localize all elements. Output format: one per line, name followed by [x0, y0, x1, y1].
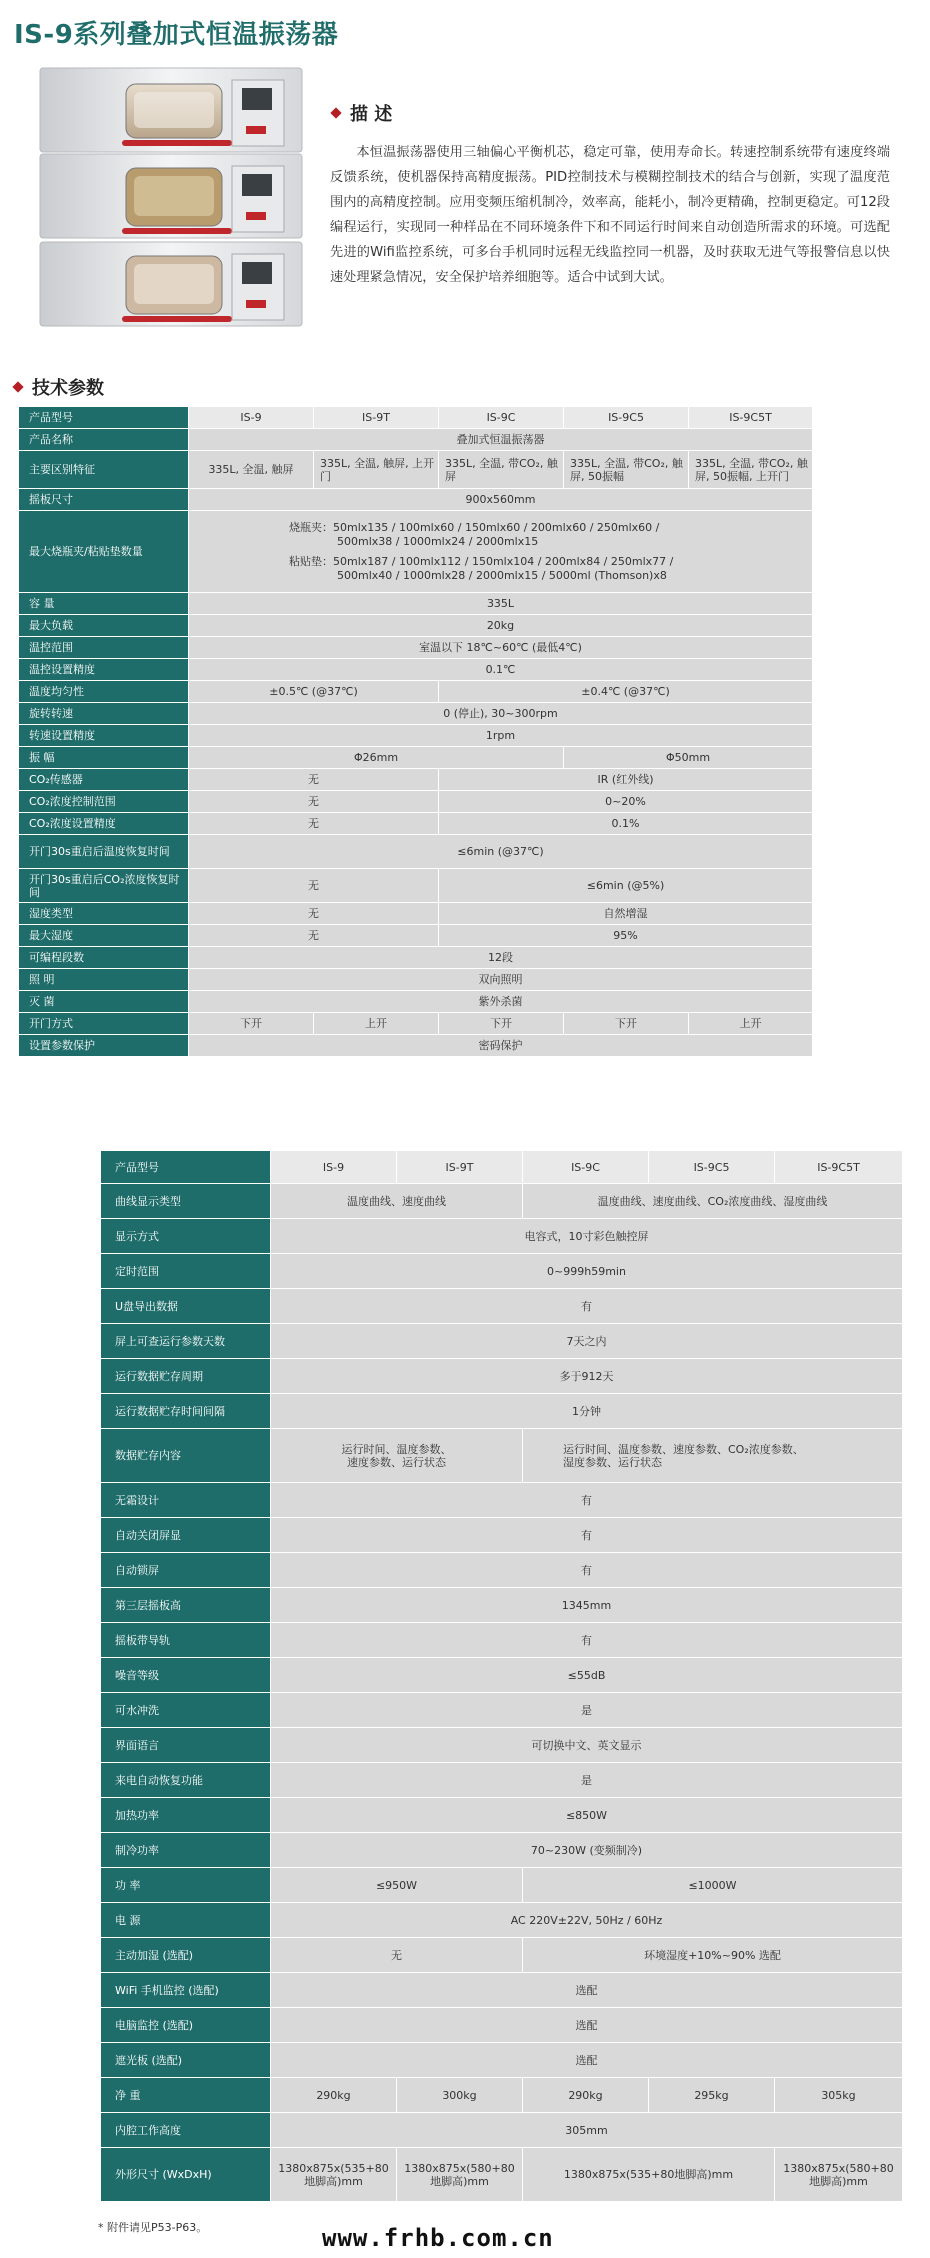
cell: 335L	[189, 593, 813, 615]
model-cell: IS-9	[189, 407, 314, 429]
cell: 可切换中文、英文显示	[271, 1728, 903, 1763]
cell: ≤850W	[271, 1798, 903, 1833]
cell: 1380x875x(580+80地脚高)mm	[775, 2148, 903, 2202]
table-row	[101, 1219, 903, 1254]
model-cell: IS-9T	[397, 1151, 523, 1184]
cell: 335L, 全温, 触屏	[189, 451, 314, 489]
flask-line: 500mlx40 / 1000mlx28 / 2000mlx15 / 5000ml (Thomson)x8	[337, 568, 667, 582]
cell: 选配	[271, 1973, 903, 2008]
row-label: CO₂传感器	[19, 769, 189, 791]
table-row	[101, 1483, 903, 1518]
cell: 是	[271, 1693, 903, 1728]
cell: 有	[271, 1483, 903, 1518]
table-row	[19, 813, 813, 835]
table-row	[19, 969, 813, 991]
table-row	[101, 1359, 903, 1394]
cell: ≤6min (@37℃)	[189, 835, 813, 869]
flask-line: 500mlx38 / 1000mlx24 / 2000mlx15	[337, 534, 539, 548]
cell: 1380x875x(535+80地脚高)mm	[271, 2148, 397, 2202]
table-row	[101, 1553, 903, 1588]
row-label: 设置参数保护	[19, 1035, 189, 1057]
cell: 70~230W (变频制冷)	[271, 1833, 903, 1868]
model-cell: IS-9C5	[564, 407, 689, 429]
cell: 0~20%	[439, 791, 813, 813]
row-label: 运行数据贮存周期	[101, 1359, 271, 1394]
cell: 紫外杀菌	[189, 991, 813, 1013]
cell: 0.1℃	[189, 659, 813, 681]
row-label: 外形尺寸 (WxDxH)	[101, 2148, 271, 2202]
row-label: 湿度类型	[19, 903, 189, 925]
table-row	[19, 429, 813, 451]
cell: 0.1%	[439, 813, 813, 835]
row-label: 最大烧瓶夹/粘贴垫数量	[19, 511, 189, 593]
model-cell: IS-9C5	[649, 1151, 775, 1184]
row-label: 摇板带导轨	[101, 1623, 271, 1658]
row-label: CO₂浓度控制范围	[19, 791, 189, 813]
cell: ≤55dB	[271, 1658, 903, 1693]
spec-table-1	[18, 406, 813, 1057]
cell: 300kg	[397, 2078, 523, 2113]
table-row	[19, 769, 813, 791]
table-row	[101, 2078, 903, 2113]
table-row	[19, 791, 813, 813]
model-cell: IS-9C	[523, 1151, 649, 1184]
table-row	[101, 1833, 903, 1868]
cell: 95%	[439, 925, 813, 947]
row-label: 曲线显示类型	[101, 1184, 271, 1219]
cell: 电容式，10寸彩色触控屏	[271, 1219, 903, 1254]
content-line: 运行时间、温度参数、速度参数、CO₂浓度参数、	[563, 1442, 804, 1456]
table-row	[19, 947, 813, 969]
cell: 是	[271, 1763, 903, 1798]
footnote: * 附件请见P53-P63。	[98, 2221, 208, 2234]
row-label: 数据贮存内容	[101, 1429, 271, 1483]
row-label: 开门方式	[19, 1013, 189, 1035]
cell: 有	[271, 1553, 903, 1588]
row-label: 来电自动恢复功能	[101, 1763, 271, 1798]
cell: 1380x875x(535+80地脚高)mm	[523, 2148, 775, 2202]
content-line: 湿度参数、运行状态	[563, 1455, 662, 1469]
cell: 335L, 全温, 带CO₂, 触屏, 50振幅, 上开门	[689, 451, 813, 489]
table-row	[101, 1518, 903, 1553]
table-row	[19, 925, 813, 947]
cell: 有	[271, 1518, 903, 1553]
cell: 295kg	[649, 2078, 775, 2113]
product-image	[36, 66, 312, 328]
cell	[189, 511, 813, 593]
specs-heading: 技术参数	[14, 374, 104, 400]
row-label: 温控范围	[19, 637, 189, 659]
row-label: 照 明	[19, 969, 189, 991]
diamond-icon	[12, 381, 23, 392]
row-label: 自动关闭屏显	[101, 1518, 271, 1553]
description-text: 本恒温振荡器使用三轴偏心平衡机芯，稳定可靠，使用寿命长。转速控制系统带有速度终端反馈系统，使机器保持高精度振荡。PID控制技术与模糊控制技术的结合与创新，实现了温度范围内的高精度控制。应用变频压缩机制冷，效率高，能耗小，制冷更精确，控制更稳定。可12段编程运行，实现同一种样品在不同环境条件下和不同运行时间来自动创造所需求的环境。可选配先进的Wifi监控系统，可多台手机同时远程无线监控同一机器，及时获取无进气等报警信息以快速处理紧急情况，安全保护培养细胞等。适合中试到大试。	[330, 145, 890, 285]
row-label: 转速设置精度	[19, 725, 189, 747]
cell: 无	[189, 925, 439, 947]
table-row	[19, 489, 813, 511]
cell: 20kg	[189, 615, 813, 637]
table-row	[19, 835, 813, 869]
table-row	[19, 725, 813, 747]
cell: 选配	[271, 2043, 903, 2078]
table-row	[101, 1151, 903, 1184]
table-row	[101, 1184, 903, 1219]
table-row	[19, 511, 813, 593]
row-label: 温度均匀性	[19, 681, 189, 703]
cell: 密码保护	[189, 1035, 813, 1057]
table-row	[19, 1013, 813, 1035]
row-label: 振 幅	[19, 747, 189, 769]
row-label: 自动锁屏	[101, 1553, 271, 1588]
table-row	[19, 991, 813, 1013]
row-label: 产品型号	[19, 407, 189, 429]
cell: 无	[271, 1938, 523, 1973]
model-cell: IS-9C5T	[689, 407, 813, 429]
description-heading: 描 述	[332, 100, 392, 126]
table-row	[101, 1289, 903, 1324]
cell: 335L, 全温, 带CO₂, 触屏	[439, 451, 564, 489]
row-label: 主要区别特征	[19, 451, 189, 489]
table-row	[101, 2008, 903, 2043]
cell: Φ50mm	[564, 747, 813, 769]
table-row	[19, 407, 813, 429]
cell: 下开	[564, 1013, 689, 1035]
model-cell: IS-9C	[439, 407, 564, 429]
cell	[271, 1429, 523, 1483]
cell: AC 220V±22V, 50Hz / 60Hz	[271, 1903, 903, 1938]
table-row	[101, 2043, 903, 2078]
content-line: 速度参数、运行状态	[347, 1455, 446, 1469]
page-title: IS-9系列叠加式恒温振荡器	[14, 20, 339, 50]
row-label: 制冷功率	[101, 1833, 271, 1868]
row-label: WiFi 手机监控 (选配)	[101, 1973, 271, 2008]
cell: 双向照明	[189, 969, 813, 991]
cell: 1345mm	[271, 1588, 903, 1623]
table-row	[19, 681, 813, 703]
cell: 12段	[189, 947, 813, 969]
row-label: 净 重	[101, 2078, 271, 2113]
table-row	[101, 1903, 903, 1938]
table-row	[101, 1623, 903, 1658]
table-row	[101, 1658, 903, 1693]
cell: 1rpm	[189, 725, 813, 747]
cell: 290kg	[271, 2078, 397, 2113]
table-row	[101, 1324, 903, 1359]
cell: ≤950W	[271, 1868, 523, 1903]
cell: 305kg	[775, 2078, 903, 2113]
cell: ≤6min (@5%)	[439, 869, 813, 903]
cell: ±0.5℃ (@37℃)	[189, 681, 439, 703]
table-row	[19, 903, 813, 925]
cell: 室温以下 18℃~60℃ (最低4℃)	[189, 637, 813, 659]
model-cell: IS-9C5T	[775, 1151, 903, 1184]
table-row	[19, 593, 813, 615]
row-label: 加热功率	[101, 1798, 271, 1833]
cell: 温度曲线、速度曲线、CO₂浓度曲线、湿度曲线	[523, 1184, 903, 1219]
table-row	[101, 1693, 903, 1728]
table-row	[101, 1938, 903, 1973]
flask-line: 粘贴垫：50mlx187 / 100mlx112 / 150mlx104 / 200mlx84 / 250mlx77 /	[289, 554, 674, 568]
table-row	[101, 2113, 903, 2148]
cell: 环境湿度+10%~90% 选配	[523, 1938, 903, 1973]
diamond-icon	[330, 107, 341, 118]
table-row	[19, 637, 813, 659]
table-row	[101, 1728, 903, 1763]
row-label: 开门30s重启后CO₂浓度恢复时间	[19, 869, 189, 903]
model-cell: IS-9	[271, 1151, 397, 1184]
row-label: 电 源	[101, 1903, 271, 1938]
row-label: 屏上可查运行参数天数	[101, 1324, 271, 1359]
flask-line: 烧瓶夹：50mlx135 / 100mlx60 / 150mlx60 / 200mlx60 / 250mlx60 /	[289, 520, 660, 534]
table-row	[101, 1588, 903, 1623]
row-label: 噪音等级	[101, 1658, 271, 1693]
row-label: 遮光板 (选配)	[101, 2043, 271, 2078]
cell: 温度曲线、速度曲线	[271, 1184, 523, 1219]
cell: 900x560mm	[189, 489, 813, 511]
row-label: 界面语言	[101, 1728, 271, 1763]
row-label: 定时范围	[101, 1254, 271, 1289]
table-row	[101, 1798, 903, 1833]
row-label: 显示方式	[101, 1219, 271, 1254]
cell: 上开	[689, 1013, 813, 1035]
row-label: 内腔工作高度	[101, 2113, 271, 2148]
cell: 335L, 全温, 触屏, 上开门	[314, 451, 439, 489]
cell: 下开	[189, 1013, 314, 1035]
table-row	[101, 1763, 903, 1798]
spec-table-2	[100, 1150, 903, 2202]
cell: Φ26mm	[189, 747, 564, 769]
cell: ±0.4℃ (@37℃)	[439, 681, 813, 703]
table-row	[101, 1394, 903, 1429]
cell: 选配	[271, 2008, 903, 2043]
row-label: 最大湿度	[19, 925, 189, 947]
row-label: 运行数据贮存时间间隔	[101, 1394, 271, 1429]
row-label: 可编程段数	[19, 947, 189, 969]
row-label: 可水冲洗	[101, 1693, 271, 1728]
row-label: 第三层摇板高	[101, 1588, 271, 1623]
table-row	[101, 1973, 903, 2008]
cell: 下开	[439, 1013, 564, 1035]
cell: 无	[189, 869, 439, 903]
cell: 叠加式恒温振荡器	[189, 429, 813, 451]
cell: 无	[189, 903, 439, 925]
row-label: 产品型号	[101, 1151, 271, 1184]
row-label: 电脑监控 (选配)	[101, 2008, 271, 2043]
cell: 290kg	[523, 2078, 649, 2113]
cell: 自然增湿	[439, 903, 813, 925]
row-label: 温控设置精度	[19, 659, 189, 681]
cell: 上开	[314, 1013, 439, 1035]
cell: 多于912天	[271, 1359, 903, 1394]
cell: 无	[189, 813, 439, 835]
table-row	[19, 747, 813, 769]
cell: 0 (停止), 30~300rpm	[189, 703, 813, 725]
table-row	[101, 1254, 903, 1289]
cell	[523, 1429, 903, 1483]
table-row	[19, 869, 813, 903]
cell: 有	[271, 1623, 903, 1658]
cell: ≤1000W	[523, 1868, 903, 1903]
row-label: 容 量	[19, 593, 189, 615]
table-row	[19, 615, 813, 637]
website-url: www.frhb.com.cn	[322, 2224, 554, 2252]
table-row	[19, 659, 813, 681]
row-label: 主动加湿 (选配)	[101, 1938, 271, 1973]
row-label: 无霜设计	[101, 1483, 271, 1518]
cell: 0~999h59min	[271, 1254, 903, 1289]
table-row	[19, 451, 813, 489]
row-label: 旋转转速	[19, 703, 189, 725]
row-label: 摇板尺寸	[19, 489, 189, 511]
row-label: 最大负载	[19, 615, 189, 637]
cell: 1380x875x(580+80地脚高)mm	[397, 2148, 523, 2202]
row-label: U盘导出数据	[101, 1289, 271, 1324]
table-row	[101, 2148, 903, 2202]
table-row	[101, 1429, 903, 1483]
table-row	[101, 1868, 903, 1903]
row-label: CO₂浓度设置精度	[19, 813, 189, 835]
row-label: 产品名称	[19, 429, 189, 451]
table-row	[19, 1035, 813, 1057]
cell: 无	[189, 769, 439, 791]
cell: 1分钟	[271, 1394, 903, 1429]
row-label: 功 率	[101, 1868, 271, 1903]
cell: IR (红外线)	[439, 769, 813, 791]
cell: 305mm	[271, 2113, 903, 2148]
cell: 有	[271, 1289, 903, 1324]
content-line: 运行时间、温度参数、	[341, 1442, 452, 1456]
cell: 335L, 全温, 带CO₂, 触屏, 50振幅	[564, 451, 689, 489]
cell: 无	[189, 791, 439, 813]
row-label: 开门30s重启后温度恢复时间	[19, 835, 189, 869]
cell: 7天之内	[271, 1324, 903, 1359]
row-label: 灭 菌	[19, 991, 189, 1013]
model-cell: IS-9T	[314, 407, 439, 429]
table-row	[19, 703, 813, 725]
